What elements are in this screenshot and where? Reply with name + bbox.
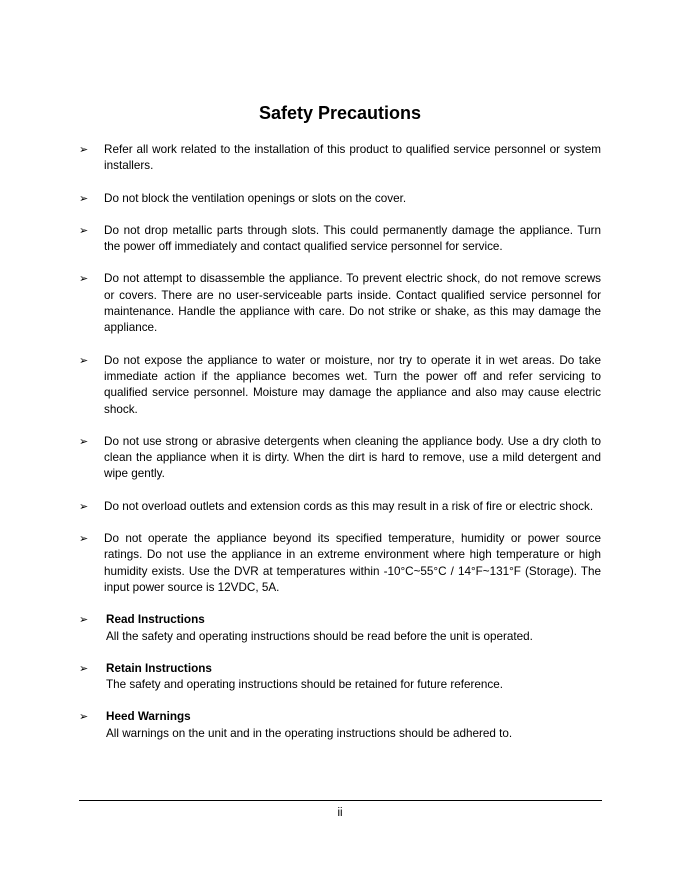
list-item [79,191,601,207]
arrow-bullet-icon: ➢ [79,192,89,205]
list-item-read-instructions [79,612,601,645]
arrow-bullet-icon: ➢ [79,614,89,627]
page-number: ii [337,807,343,819]
item-text: Do not expose the appliance to water or moisture, nor try to operate it in wet areas. Do take immediate action if the appliance becomes wet. Turn the power off and refer servicing to qualified service personnel. Moisture may damage the appliance and also may cause electric shock. [104,353,601,416]
list-item [79,353,601,418]
list-item [79,223,601,256]
arrow-bullet-icon: ➢ [79,273,89,286]
item-text: Do not drop metallic parts through slots. This could permanently damage the appliance. Turn the power off immediately and contact qualified service personnel for service. [104,223,601,254]
arrow-bullet-icon: ➢ [79,533,89,546]
arrow-bullet-icon: ➢ [79,354,89,367]
arrow-bullet-icon: ➢ [79,144,89,156]
item-text: Do not operate the appliance beyond its specified temperature, humidity or power source ratings. Do not use the appliance in an extreme environment where high temperature or high humidity exists. Use the DVR at temperatures within -10°C~55°C / 14°F~131°F (Storage). The input power source is 12VDC, 5A. [104,532,601,594]
arrow-bullet-icon: ➢ [79,435,89,448]
arrow-bullet-icon: ➢ [79,500,89,513]
arrow-bullet-icon: ➢ [79,711,89,724]
list-item [79,531,601,596]
item-text: All the safety and operating instructions should be read before the unit is operated. [106,629,533,643]
arrow-bullet-icon: ➢ [79,224,89,237]
item-text: Do not use strong or abrasive detergents when cleaning the appliance body. Use a dry cloth to clean the appliance when it is dirty. When the dirt is hard to remove, use a mild detergent and wipe gently. [104,434,601,481]
item-text: Do not overload outlets and extension cords as this may result in a risk of fire or electric shock. [104,499,594,513]
list-item [79,142,601,175]
item-heading: Retain Instructions [106,661,212,675]
item-text: All warnings on the unit and in the operating instructions should be adhered to. [106,726,513,740]
item-heading: Read Instructions [106,613,205,627]
item-text: Do not attempt to disassemble the appliance. To prevent electric shock, do not remove screws or covers. There are no user-serviceable parts inside. Contact qualified service personnel for maintenance. Handle the appliance with care. Do not strike or shake, as this may damage the appliance. [104,272,601,335]
list-item [79,434,601,483]
item-text: Refer all work related to the installation of this product to qualified service personnel or system installers. [104,143,601,173]
list-item [79,499,601,515]
list-item-retain-instructions [79,661,601,694]
arrow-bullet-icon: ➢ [79,662,89,675]
item-text: Do not block the ventilation openings or slots on the cover. [104,191,407,205]
item-heading: Heed Warnings [106,710,191,724]
list-item-heed-warnings [79,709,601,742]
safety-list [79,142,601,758]
list-item [79,271,601,336]
page-title: Safety Precautions [258,103,422,123]
footer-divider [79,800,602,801]
item-text: The safety and operating instructions should be retained for future reference. [106,678,503,692]
